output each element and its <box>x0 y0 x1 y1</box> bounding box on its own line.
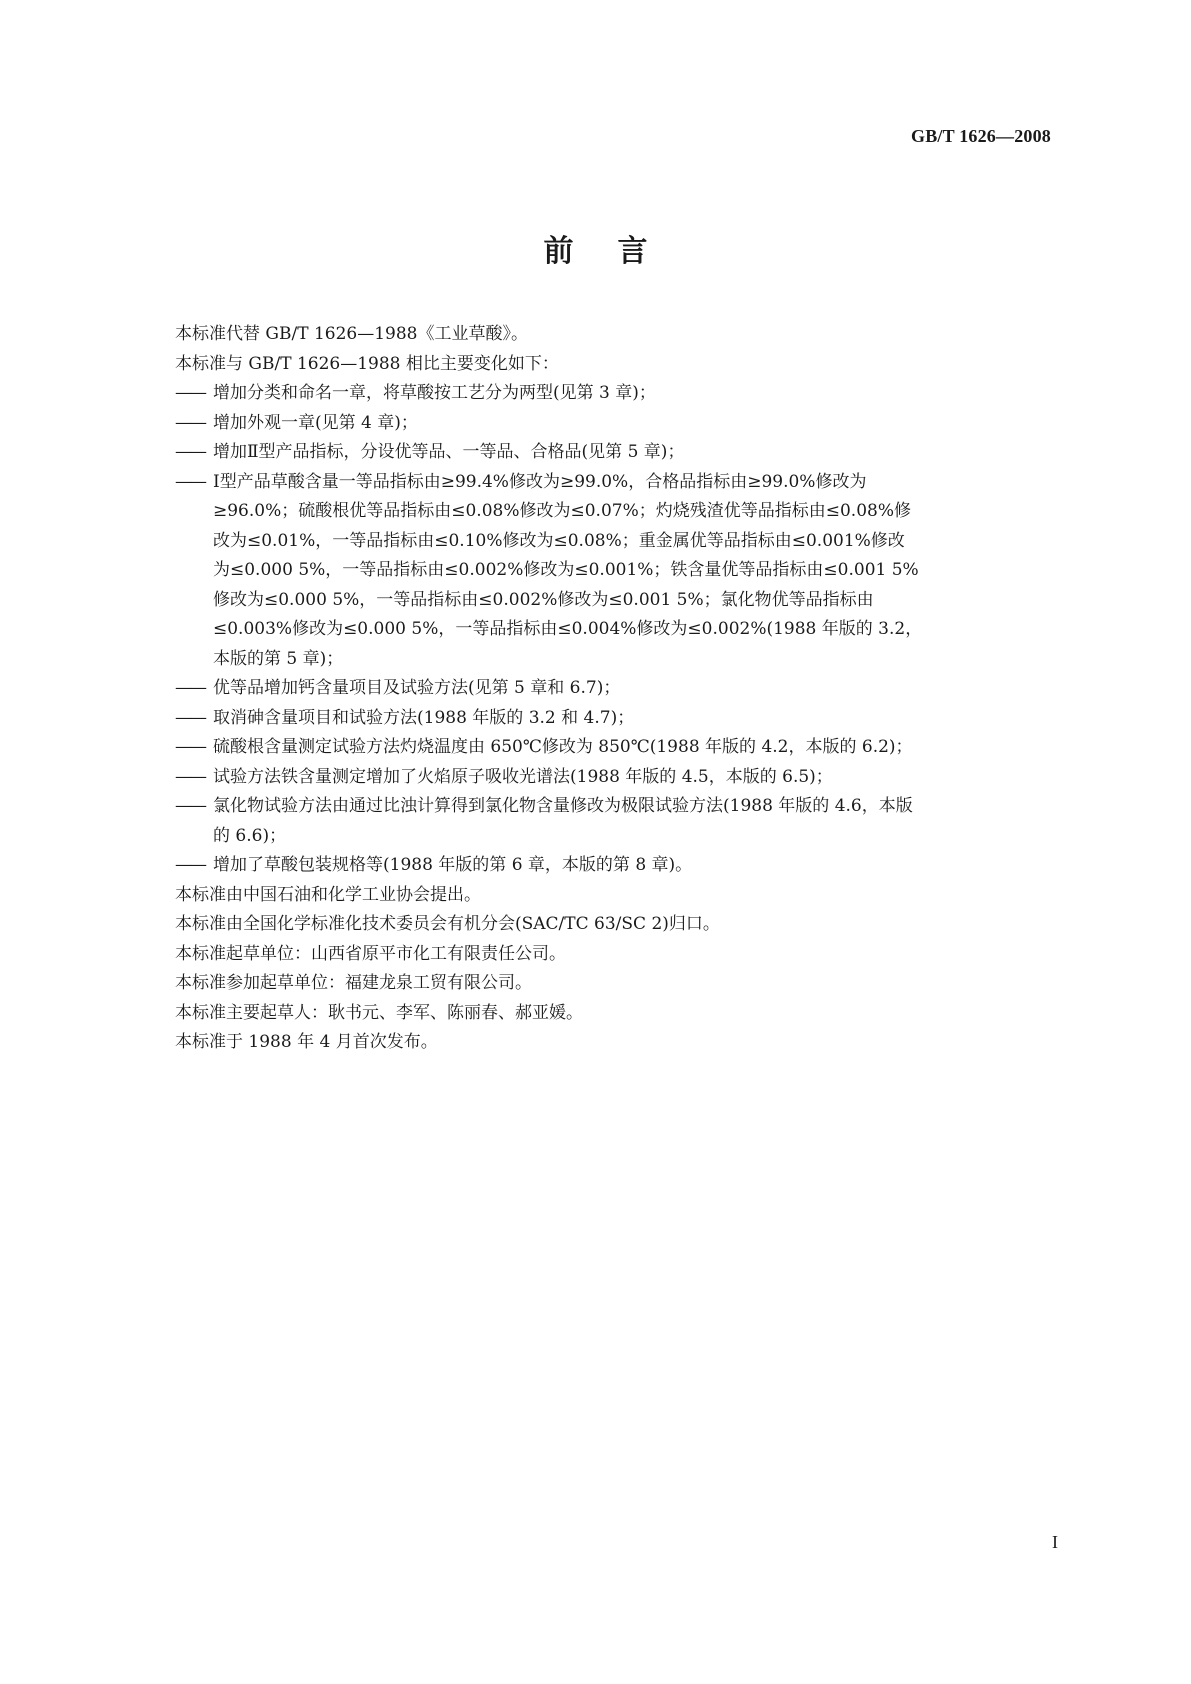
outro-paragraph-proposed: 本标准由中国石油和化学工业协会提出。 <box>175 884 481 905</box>
intro-paragraph-changes: 本标准与 GB/T 1626—1988 相比主要变化如下： <box>175 353 559 374</box>
change-item <box>175 704 1055 734</box>
list-dash: —— <box>175 796 205 816</box>
change-item-line: 改为≤0.01%，一等品指标由≤0.10%修改为≤0.08%；重金属优等品指标由≤0.001%修改 <box>213 530 905 551</box>
change-item-text: 硫酸根含量测定试验方法灼烧温度由 650℃修改为 850℃(1988 年版的 4.2，本版的 6.2)； <box>213 737 913 757</box>
change-item-text: 氯化物试验方法由通过比浊计算得到氯化物含量修改为极限试验方法(1988 年版的 4.6，本版 <box>213 796 913 816</box>
change-item-text: 试验方法铁含量测定增加了火焰原子吸收光谱法(1988 年版的 4.5，本版的 6.5)； <box>213 766 833 787</box>
changes-list <box>175 379 1055 881</box>
standard-number-header: GB/T 1626—2008 <box>911 126 1051 146</box>
list-dash: —— <box>175 471 205 492</box>
outro-paragraph-participating-unit: 本标准参加起草单位：福建龙泉工贸有限公司。 <box>175 973 532 993</box>
page-number: I <box>1052 1532 1058 1552</box>
change-item-text: 增加分类和命名一章，将草酸按工艺分为两型(见第 3 章)； <box>213 383 656 403</box>
change-item-line <box>175 792 1055 822</box>
change-item <box>175 733 1055 763</box>
change-item <box>175 409 1055 439</box>
list-dash: —— <box>175 707 205 728</box>
change-item <box>175 851 1055 881</box>
list-dash: —— <box>175 678 205 698</box>
change-item-line: ≤0.003%修改为≤0.000 5%，一等品指标由≤0.004%修改为≤0.002%(1988 年版的 3.2， <box>213 619 923 639</box>
outro-paragraph-drafters: 本标准主要起草人：耿书元、李军、陈丽春、郝亚媛。 <box>175 1002 583 1023</box>
change-item-line: 本版的第 5 章)； <box>213 648 344 669</box>
list-dash: —— <box>175 737 205 757</box>
change-item-line: 修改为≤0.000 5%，一等品指标由≤0.002%修改为≤0.001 5%；氯化物优等品指标由 <box>213 589 874 610</box>
list-dash: —— <box>175 383 205 403</box>
change-item-line: 为≤0.000 5%，一等品指标由≤0.002%修改为≤0.001%；铁含量优等品指标由≤0.001 5% <box>213 560 919 580</box>
change-item <box>175 792 1055 851</box>
change-item-line: ≥96.0%；硫酸根优等品指标由≤0.08%修改为≤0.07%；灼烧残渣优等品指标由≤0.08%修 <box>213 501 911 521</box>
list-dash: —— <box>175 766 205 787</box>
page-title: 前言 <box>543 234 692 269</box>
list-dash: —— <box>175 855 205 875</box>
change-item-text: 取消砷含量项目和试验方法(1988 年版的 3.2 和 4.7)； <box>213 707 635 728</box>
intro-paragraph-replaces: 本标准代替 GB/T 1626—1988《工业草酸》。 <box>175 324 528 344</box>
outro-paragraph-drafting-unit: 本标准起草单位：山西省原平市化工有限责任公司。 <box>175 943 566 964</box>
change-item <box>175 438 1055 468</box>
change-item-line: 的 6.6)； <box>213 825 287 846</box>
change-item <box>175 379 1055 409</box>
change-item <box>175 468 1055 675</box>
change-item <box>175 763 1055 793</box>
outro-paragraph-first-published: 本标准于 1988 年 4 月首次发布。 <box>175 1032 438 1052</box>
change-item-text: 增加Ⅱ型产品指标，分设优等品、一等品、合格品(见第 5 章)； <box>213 442 685 462</box>
list-dash: —— <box>175 412 205 433</box>
change-item <box>175 674 1055 704</box>
foreword-body <box>175 320 1055 1058</box>
change-item-text: 增加了草酸包装规格等(1988 年版的第 6 章，本版的第 8 章)。 <box>213 855 693 875</box>
outro-paragraph-committee: 本标准由全国化学标准化技术委员会有机分会(SAC/TC 63/SC 2)归口。 <box>175 914 720 934</box>
change-item-line <box>175 468 1055 498</box>
change-item-text: 增加外观一章(见第 4 章)； <box>213 412 418 433</box>
change-item-text: 优等品增加钙含量项目及试验方法(见第 5 章和 6.7)； <box>213 678 621 698</box>
change-item-text: Ⅰ型产品草酸含量一等品指标由≥99.4%修改为≥99.0%，合格品指标由≥99.0%修改为 <box>213 471 867 492</box>
list-dash: —— <box>175 442 205 462</box>
